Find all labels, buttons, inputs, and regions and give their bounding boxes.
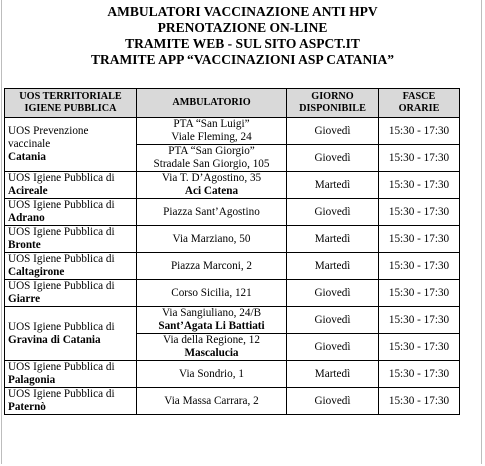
hours-cell: 15:30 - 17:30 [379,361,460,388]
ambulatorio-cell: Via Sangiuliano, 24/B Sant’Agata Li Battiati [137,307,287,334]
day-cell: Giovedì [287,118,379,145]
heading-line-1: AMBULATORI VACCINAZIONE ANTI HPV [107,4,378,19]
header-fasce: FASCE ORARIE [379,89,460,118]
ambulatorio-cell: Via Marziano, 50 [137,226,287,253]
schedule-table [4,88,460,415]
hours-cell: 15:30 - 17:30 [379,199,460,226]
header-ambulatorio: AMBULATORIO [137,89,287,118]
hours-cell: 15:30 - 17:30 [379,172,460,199]
hours-cell: 15:30 - 17:30 [379,334,460,361]
heading-line-3: TRAMITE WEB - SUL SITO ASPCT.IT [125,36,360,51]
uos-cell: UOS Igiene Pubblica di Caltagirone [5,253,137,280]
day-cell: Giovedì [287,334,379,361]
day-cell: Giovedì [287,145,379,172]
table-row [5,361,460,388]
header-uos: UOS TERRITORIALE IGIENE PUBBLICA [5,89,137,118]
table-header-row [5,89,460,118]
ambulatorio-cell: Via della Regione, 12 Mascalucia [137,334,287,361]
day-cell: Martedì [287,253,379,280]
hours-cell: 15:30 - 17:30 [379,388,460,415]
ambulatorio-cell: Via Massa Carrara, 2 [137,388,287,415]
table-row [5,253,460,280]
ambulatorio-cell: Piazza Sant’Agostino [137,199,287,226]
day-cell: Martedì [287,361,379,388]
document-heading [0,4,485,68]
ambulatorio-cell: Via Sondrio, 1 [137,361,287,388]
table-row [5,199,460,226]
ambulatorio-cell: PTA “San Luigi” Viale Fleming, 24 [137,118,287,145]
ambulatorio-cell: Piazza Marconi, 2 [137,253,287,280]
day-cell: Giovedì [287,307,379,334]
header-giorno: GIORNO DISPONIBILE [287,89,379,118]
table-row [5,226,460,253]
uos-cell: UOS Igiene Pubblica di Giarre [5,280,137,307]
ambulatorio-cell: PTA “San Giorgio” Stradale San Giorgio, 105 [137,145,287,172]
table-row [5,388,460,415]
table-row [5,280,460,307]
day-cell: Martedì [287,226,379,253]
heading-line-4: TRAMITE APP “VACCINAZIONI ASP CATANIA” [90,52,395,67]
ambulatorio-cell: Via T. D’Agostino, 35 Aci Catena [137,172,287,199]
hours-cell: 15:30 - 17:30 [379,253,460,280]
hours-cell: 15:30 - 17:30 [379,307,460,334]
uos-cell: UOS Prevenzione vaccinale Catania [5,118,137,172]
uos-cell: UOS Igiene Pubblica di Adrano [5,199,137,226]
uos-cell: UOS Igiene Pubblica di Bronte [5,226,137,253]
heading-line-2: PRENOTAZIONE ON-LINE [157,20,328,35]
hours-cell: 15:30 - 17:30 [379,118,460,145]
table-row [5,118,460,145]
hours-cell: 15:30 - 17:30 [379,226,460,253]
day-cell: Giovedì [287,280,379,307]
ambulatorio-cell: Corso Sicilia, 121 [137,280,287,307]
table-row [5,307,460,334]
day-cell: Martedì [287,172,379,199]
hours-cell: 15:30 - 17:30 [379,280,460,307]
uos-cell: UOS Igiene Pubblica di Palagonia [5,361,137,388]
uos-cell: UOS Igiene Pubblica di Gravina di Catania [5,307,137,361]
day-cell: Giovedì [287,388,379,415]
hours-cell: 15:30 - 17:30 [379,145,460,172]
table-row [5,172,460,199]
day-cell: Giovedì [287,199,379,226]
uos-cell: UOS Igiene Pubblica di Paternò [5,388,137,415]
uos-cell: UOS Igiene Pubblica di Acireale [5,172,137,199]
